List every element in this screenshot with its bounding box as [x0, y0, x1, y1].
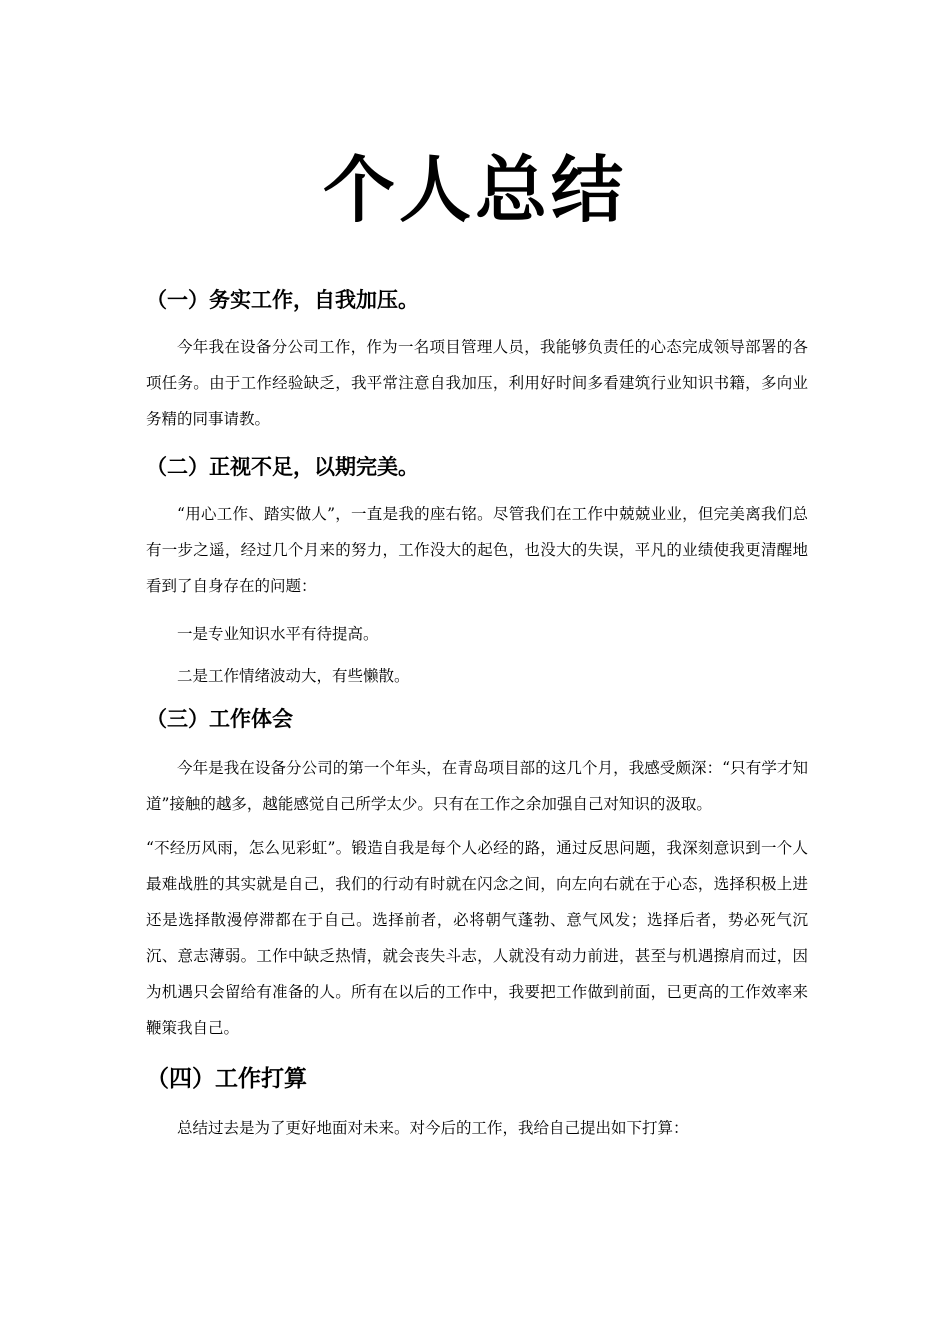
section-4-paragraph-1: 总结过去是为了更好地面对未来。对今后的工作，我给自己提出如下打算：	[177, 1119, 689, 1137]
section-3-paragraph-2: “不经历风雨，怎么见彩虹”。锻造自我是每个人必经的路，通过反思问题，我深刻意识到一个人最难战胜的其实就是自己，我们的行动有时就在闪念之间，向左向右就在于心态，选择积极上进还是选择散漫停滞都在于自己。选择前者，必将朝气蓬勃、意气风发；选择后者，势必死气沉沉、意志薄弱。工作中缺乏热情，就会丧失斗志，人就没有动力前进，甚至与机遇擦肩而过，因为机遇只会留给有准备的人。所有在以后的工作中，我要把工作做到前面，已更高的工作效率来鞭策我自己。	[146, 839, 808, 1037]
section-3-paragraph-1: 今年是我在设备分公司的第一个年头，在青岛项目部的这几个月，我感受颇深：“只有学才知道”接触的越多，越能感觉自己所学太少。只有在工作之余加强自己对知识的汲取。	[146, 759, 808, 813]
section-heading-1: （一）务实工作，自我加压。	[146, 288, 419, 312]
section-heading-3: （三）工作体会	[146, 707, 293, 731]
section-heading-4: （四）工作打算	[146, 1066, 307, 1092]
section-heading-2: （二）正视不足，以期完美。	[146, 455, 419, 479]
section-2-paragraph-3: 二是工作情绪波动大，有些懒散。	[177, 667, 410, 685]
section-2-paragraph-1: “用心工作、踏实做人”，一直是我的座右铭。尽管我们在工作中兢兢业业，但完美离我们总有一步之遥，经过几个月来的努力，工作没大的起色，也没大的失误，平凡的业绩使我更清醒地看到了自身存在的问题：	[146, 505, 808, 595]
section-1-paragraph-1: 今年我在设备分公司工作，作为一名项目管理人员，我能够负责任的心态完成领导部署的各项任务。由于工作经验缺乏，我平常注意自我加压，利用好时间多看建筑行业知识书籍，多向业务精的同事请教。	[146, 338, 808, 428]
section-2-paragraph-2: 一是专业知识水平有待提高。	[177, 625, 379, 643]
document-title: 个人总结	[322, 148, 627, 232]
